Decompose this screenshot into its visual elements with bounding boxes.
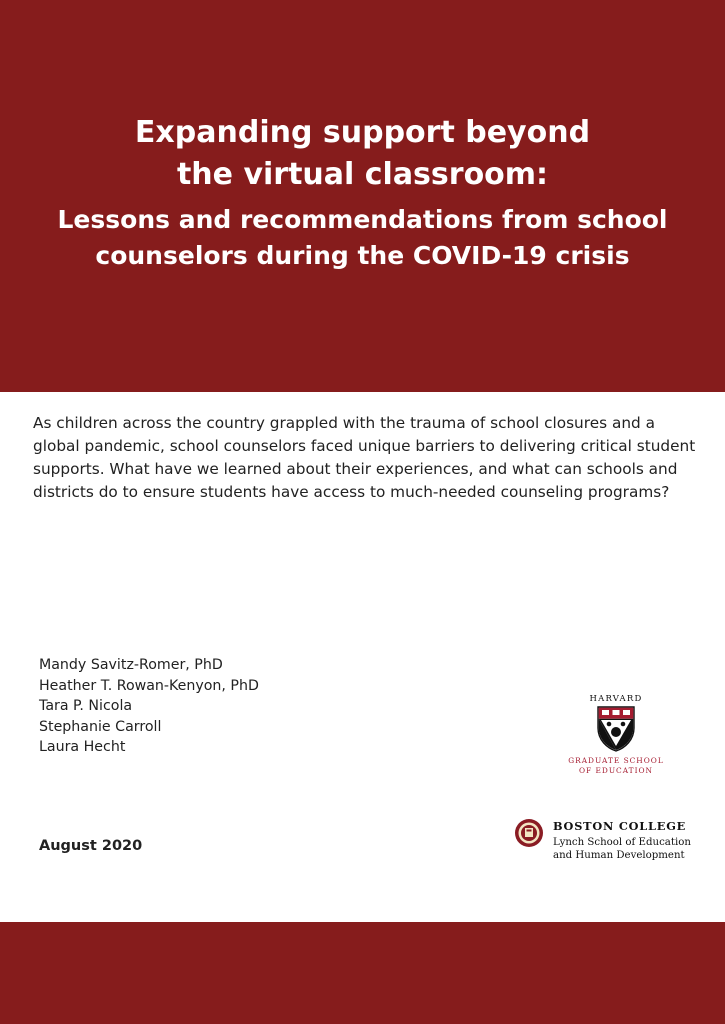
report-title-line-1: Expanding support beyond xyxy=(134,115,591,150)
report-subtitle-line-2: counselors during the COVID-19 crisis xyxy=(95,241,630,270)
publication-date: August 2020 xyxy=(39,838,143,854)
report-subtitle-line-1: Lessons and recommendations from school xyxy=(57,205,668,234)
harvard-gse-name xyxy=(560,756,672,776)
author-name: Tara P. Nicola xyxy=(39,698,133,715)
author-name: Mandy Savitz-Romer, PhD xyxy=(39,657,223,673)
summary-paragraph: As children across the country grappled with the trauma of school closures and a global pandemic, school counselors faced unique barriers to delivering critical student supports. What have we learned about their experiences, and what can schools and districts do to ensure students have access to much-needed counseling programs? xyxy=(33,414,696,501)
lynch-school-line-1: Lynch School of Education xyxy=(553,837,691,848)
author-name: Laura Hecht xyxy=(39,739,126,756)
harvard-shield-icon xyxy=(597,706,635,752)
harvard-gse-line-1: GRADUATE SCHOOL xyxy=(568,756,664,765)
author-name: Stephanie Carroll xyxy=(39,718,162,735)
author-name: Heather T. Rowan-Kenyon, PhD xyxy=(39,677,259,694)
top-banner xyxy=(0,0,725,392)
lynch-school-name xyxy=(553,836,691,862)
lynch-school-line-2: and Human Development xyxy=(553,850,685,861)
boston-college-seal-icon xyxy=(514,818,544,848)
bottom-banner xyxy=(0,922,725,1024)
report-subtitle xyxy=(0,202,725,274)
harvard-gse-line-2: OF EDUCATION xyxy=(578,766,654,775)
boston-college-name: BOSTON COLLEGE xyxy=(553,819,687,833)
report-title-line-2: the virtual classroom: xyxy=(176,157,549,192)
boston-college-logo xyxy=(514,818,694,866)
harvard-gse-logo xyxy=(560,694,672,776)
author-list xyxy=(39,655,259,758)
harvard-wordmark: HARVARD xyxy=(589,694,643,704)
report-title xyxy=(0,112,725,196)
